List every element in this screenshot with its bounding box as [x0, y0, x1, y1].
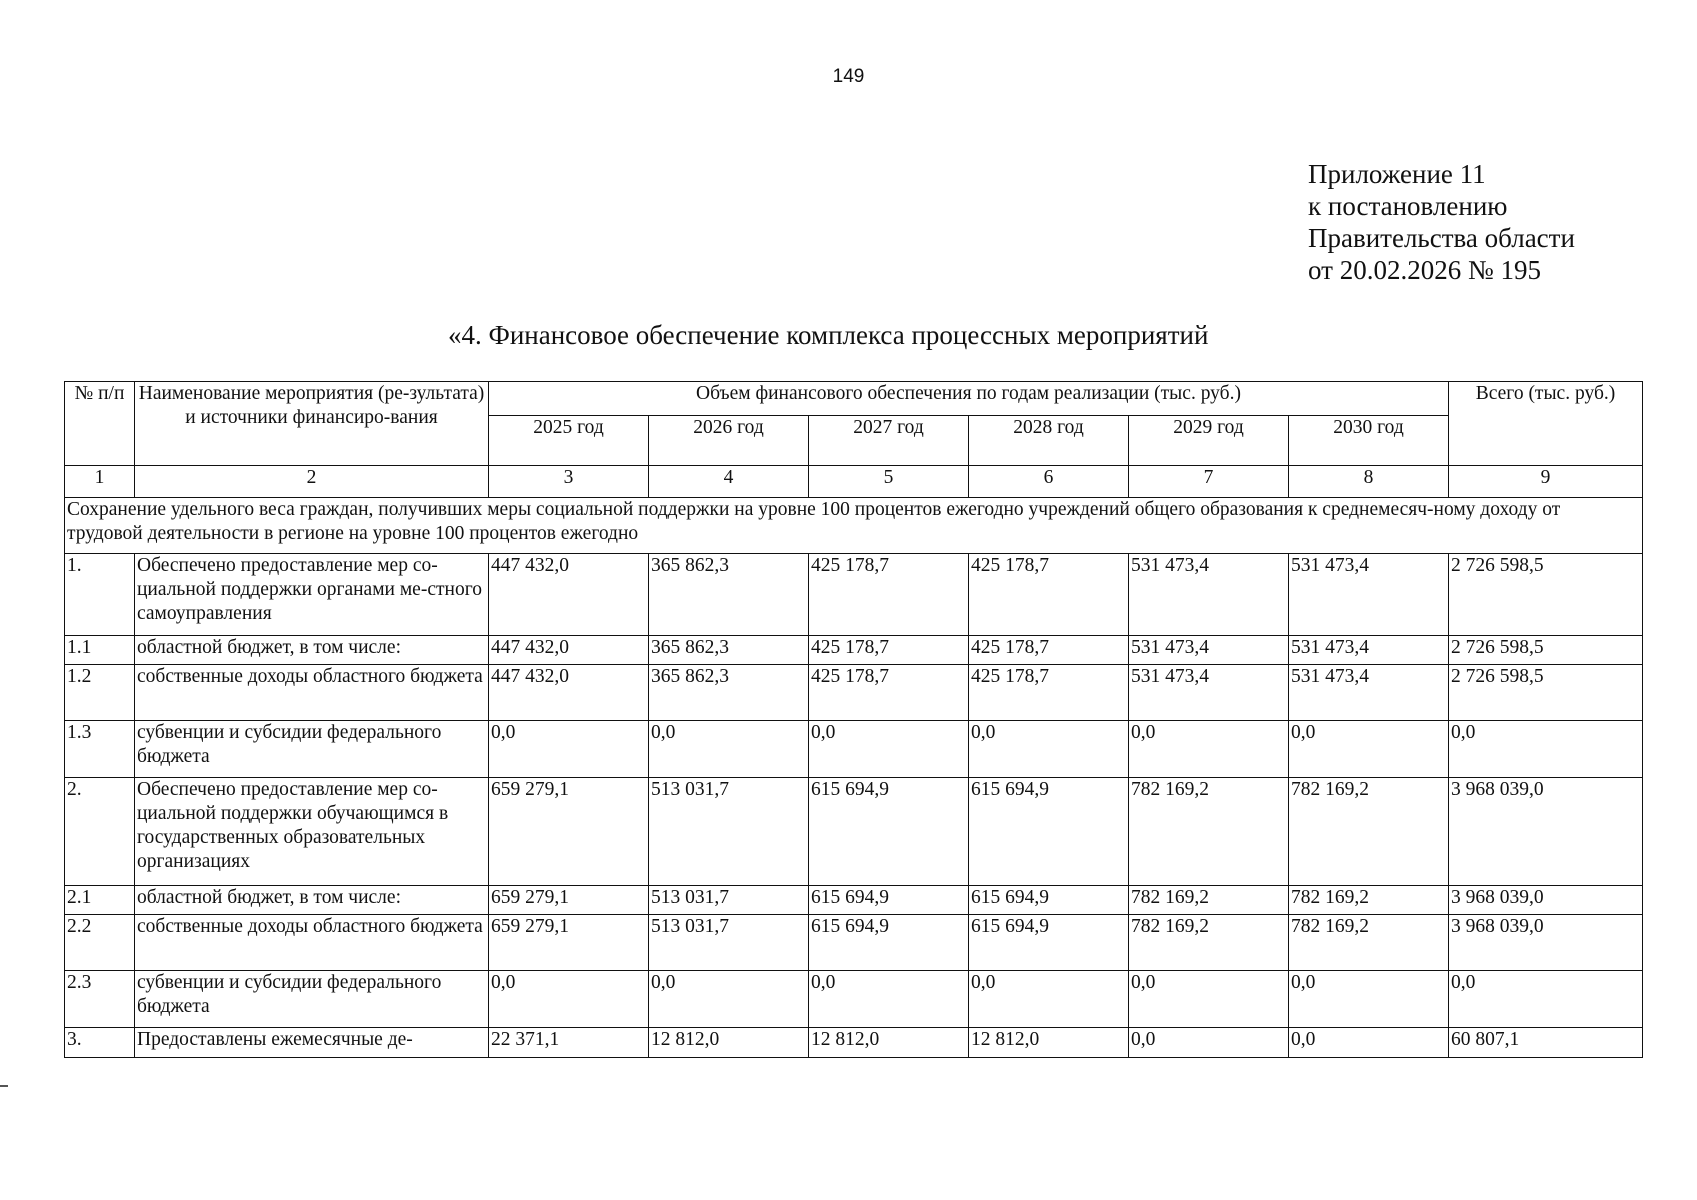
scan-mark	[0, 1085, 8, 1087]
row-value: 365 862,3	[649, 554, 809, 636]
row-value: 22 371,1	[489, 1028, 649, 1058]
row-value: 659 279,1	[489, 778, 649, 886]
column-number-row	[65, 466, 1643, 498]
row-value: 365 862,3	[649, 665, 809, 721]
row-number: 1.2	[65, 665, 135, 721]
header-volume: Объем финансового обеспечения по годам реализации (тыс. руб.)	[489, 382, 1449, 416]
row-name: областной бюджет, в том числе:	[135, 636, 489, 665]
row-value: 531 473,4	[1129, 636, 1289, 665]
column-number: 2	[135, 466, 489, 498]
header-num: № п/п	[65, 382, 135, 466]
table-row	[65, 721, 1643, 778]
table-row	[65, 971, 1643, 1028]
row-value: 425 178,7	[969, 665, 1129, 721]
row-value: 425 178,7	[809, 665, 969, 721]
section-row	[65, 498, 1643, 554]
appendix-block	[1308, 158, 1575, 286]
row-name: Обеспечено предоставление мер со-циальной поддержки органами ме-стного самоуправления	[135, 554, 489, 636]
row-value: 782 169,2	[1289, 886, 1449, 915]
row-value: 615 694,9	[969, 778, 1129, 886]
table-row	[65, 1028, 1643, 1058]
row-value: 0,0	[1289, 721, 1449, 778]
row-value: 425 178,7	[969, 636, 1129, 665]
row-value: 782 169,2	[1129, 915, 1289, 971]
row-value: 782 169,2	[1129, 778, 1289, 886]
row-value: 782 169,2	[1289, 915, 1449, 971]
row-value: 531 473,4	[1289, 665, 1449, 721]
row-number: 2.	[65, 778, 135, 886]
row-value: 513 031,7	[649, 886, 809, 915]
row-value: 447 432,0	[489, 665, 649, 721]
header-name: Наименование мероприятия (ре-зультата) и источники финансиро-вания	[135, 382, 489, 466]
row-value: 3 968 039,0	[1449, 915, 1643, 971]
row-value: 0,0	[1129, 721, 1289, 778]
row-value: 531 473,4	[1289, 636, 1449, 665]
row-value: 0,0	[809, 721, 969, 778]
row-number: 2.2	[65, 915, 135, 971]
row-value: 615 694,9	[809, 778, 969, 886]
section-title: Сохранение удельного веса граждан, получивших меры социальной поддержки на уровне 100 процентов ежегодно учреждений общего образования к среднемесяч-ному доходу от трудовой деятельности в регионе на уровне 100 процентов ежегодно	[65, 498, 1643, 554]
row-value: 659 279,1	[489, 915, 649, 971]
row-value: 365 862,3	[649, 636, 809, 665]
column-number: 7	[1129, 466, 1289, 498]
column-number: 1	[65, 466, 135, 498]
column-number: 6	[969, 466, 1129, 498]
table-row	[65, 636, 1643, 665]
row-value: 3 968 039,0	[1449, 886, 1643, 915]
row-value: 531 473,4	[1129, 554, 1289, 636]
column-number: 4	[649, 466, 809, 498]
row-value: 425 178,7	[809, 554, 969, 636]
row-name: субвенции и субсидии федерального бюджета	[135, 721, 489, 778]
row-value: 0,0	[1449, 971, 1643, 1028]
row-name: собственные доходы областного бюджета	[135, 915, 489, 971]
row-value: 447 432,0	[489, 554, 649, 636]
row-value: 513 031,7	[649, 778, 809, 886]
row-value: 0,0	[1449, 721, 1643, 778]
page-number: 149	[832, 66, 865, 87]
appendix-line: к постановлению	[1308, 191, 1508, 221]
row-value: 0,0	[1129, 971, 1289, 1028]
appendix-line: Правительства области	[1308, 223, 1575, 253]
row-number: 2.1	[65, 886, 135, 915]
row-value: 0,0	[1289, 1028, 1449, 1058]
row-name: областной бюджет, в том числе:	[135, 886, 489, 915]
row-name: Обеспечено предоставление мер со-циальной поддержки обучающимся в государственных образовательных организациях	[135, 778, 489, 886]
row-value: 12 812,0	[809, 1028, 969, 1058]
row-value: 2 726 598,5	[1449, 554, 1643, 636]
table-row	[65, 778, 1643, 886]
header-year: 2030 год	[1289, 416, 1449, 466]
row-name: субвенции и субсидии федерального бюджета	[135, 971, 489, 1028]
row-value: 0,0	[649, 971, 809, 1028]
row-number: 3.	[65, 1028, 135, 1058]
column-number: 3	[489, 466, 649, 498]
row-value: 0,0	[1129, 1028, 1289, 1058]
table-row	[65, 554, 1643, 636]
appendix-line: от 20.02.2026 № 195	[1308, 255, 1541, 285]
row-value: 447 432,0	[489, 636, 649, 665]
table-row	[65, 665, 1643, 721]
row-number: 1.3	[65, 721, 135, 778]
financing-table	[64, 381, 1643, 1058]
row-value: 425 178,7	[969, 554, 1129, 636]
row-value: 615 694,9	[969, 915, 1129, 971]
row-value: 425 178,7	[809, 636, 969, 665]
column-number: 9	[1449, 466, 1643, 498]
row-value: 531 473,4	[1289, 554, 1449, 636]
row-name: Предоставлены ежемесячные де-	[135, 1028, 489, 1058]
row-value: 0,0	[809, 971, 969, 1028]
row-value: 782 169,2	[1289, 778, 1449, 886]
row-value: 531 473,4	[1129, 665, 1289, 721]
row-value: 0,0	[649, 721, 809, 778]
header-year: 2025 год	[489, 416, 649, 466]
row-number: 2.3	[65, 971, 135, 1028]
row-value: 12 812,0	[649, 1028, 809, 1058]
row-value: 3 968 039,0	[1449, 778, 1643, 886]
header-total: Всего (тыс. руб.)	[1449, 382, 1643, 466]
row-value: 0,0	[969, 971, 1129, 1028]
row-value: 0,0	[489, 971, 649, 1028]
row-number: 1.1	[65, 636, 135, 665]
row-value: 2 726 598,5	[1449, 665, 1643, 721]
row-value: 0,0	[1289, 971, 1449, 1028]
row-value: 659 279,1	[489, 886, 649, 915]
row-value: 60 807,1	[1449, 1028, 1643, 1058]
appendix-line: Приложение 11	[1308, 159, 1486, 189]
row-number: 1.	[65, 554, 135, 636]
row-value: 615 694,9	[809, 915, 969, 971]
row-value: 12 812,0	[969, 1028, 1129, 1058]
header-year: 2027 год	[809, 416, 969, 466]
row-name: собственные доходы областного бюджета	[135, 665, 489, 721]
table-row	[65, 886, 1643, 915]
header-year: 2026 год	[649, 416, 809, 466]
row-value: 2 726 598,5	[1449, 636, 1643, 665]
document-title: «4. Финансовое обеспечение комплекса процессных мероприятий	[448, 320, 1209, 350]
row-value: 0,0	[489, 721, 649, 778]
row-value: 0,0	[969, 721, 1129, 778]
header-year: 2029 год	[1129, 416, 1289, 466]
row-value: 615 694,9	[969, 886, 1129, 915]
row-value: 615 694,9	[809, 886, 969, 915]
row-value: 513 031,7	[649, 915, 809, 971]
header-year: 2028 год	[969, 416, 1129, 466]
table-row	[65, 915, 1643, 971]
row-value: 782 169,2	[1129, 886, 1289, 915]
column-number: 8	[1289, 466, 1449, 498]
column-number: 5	[809, 466, 969, 498]
